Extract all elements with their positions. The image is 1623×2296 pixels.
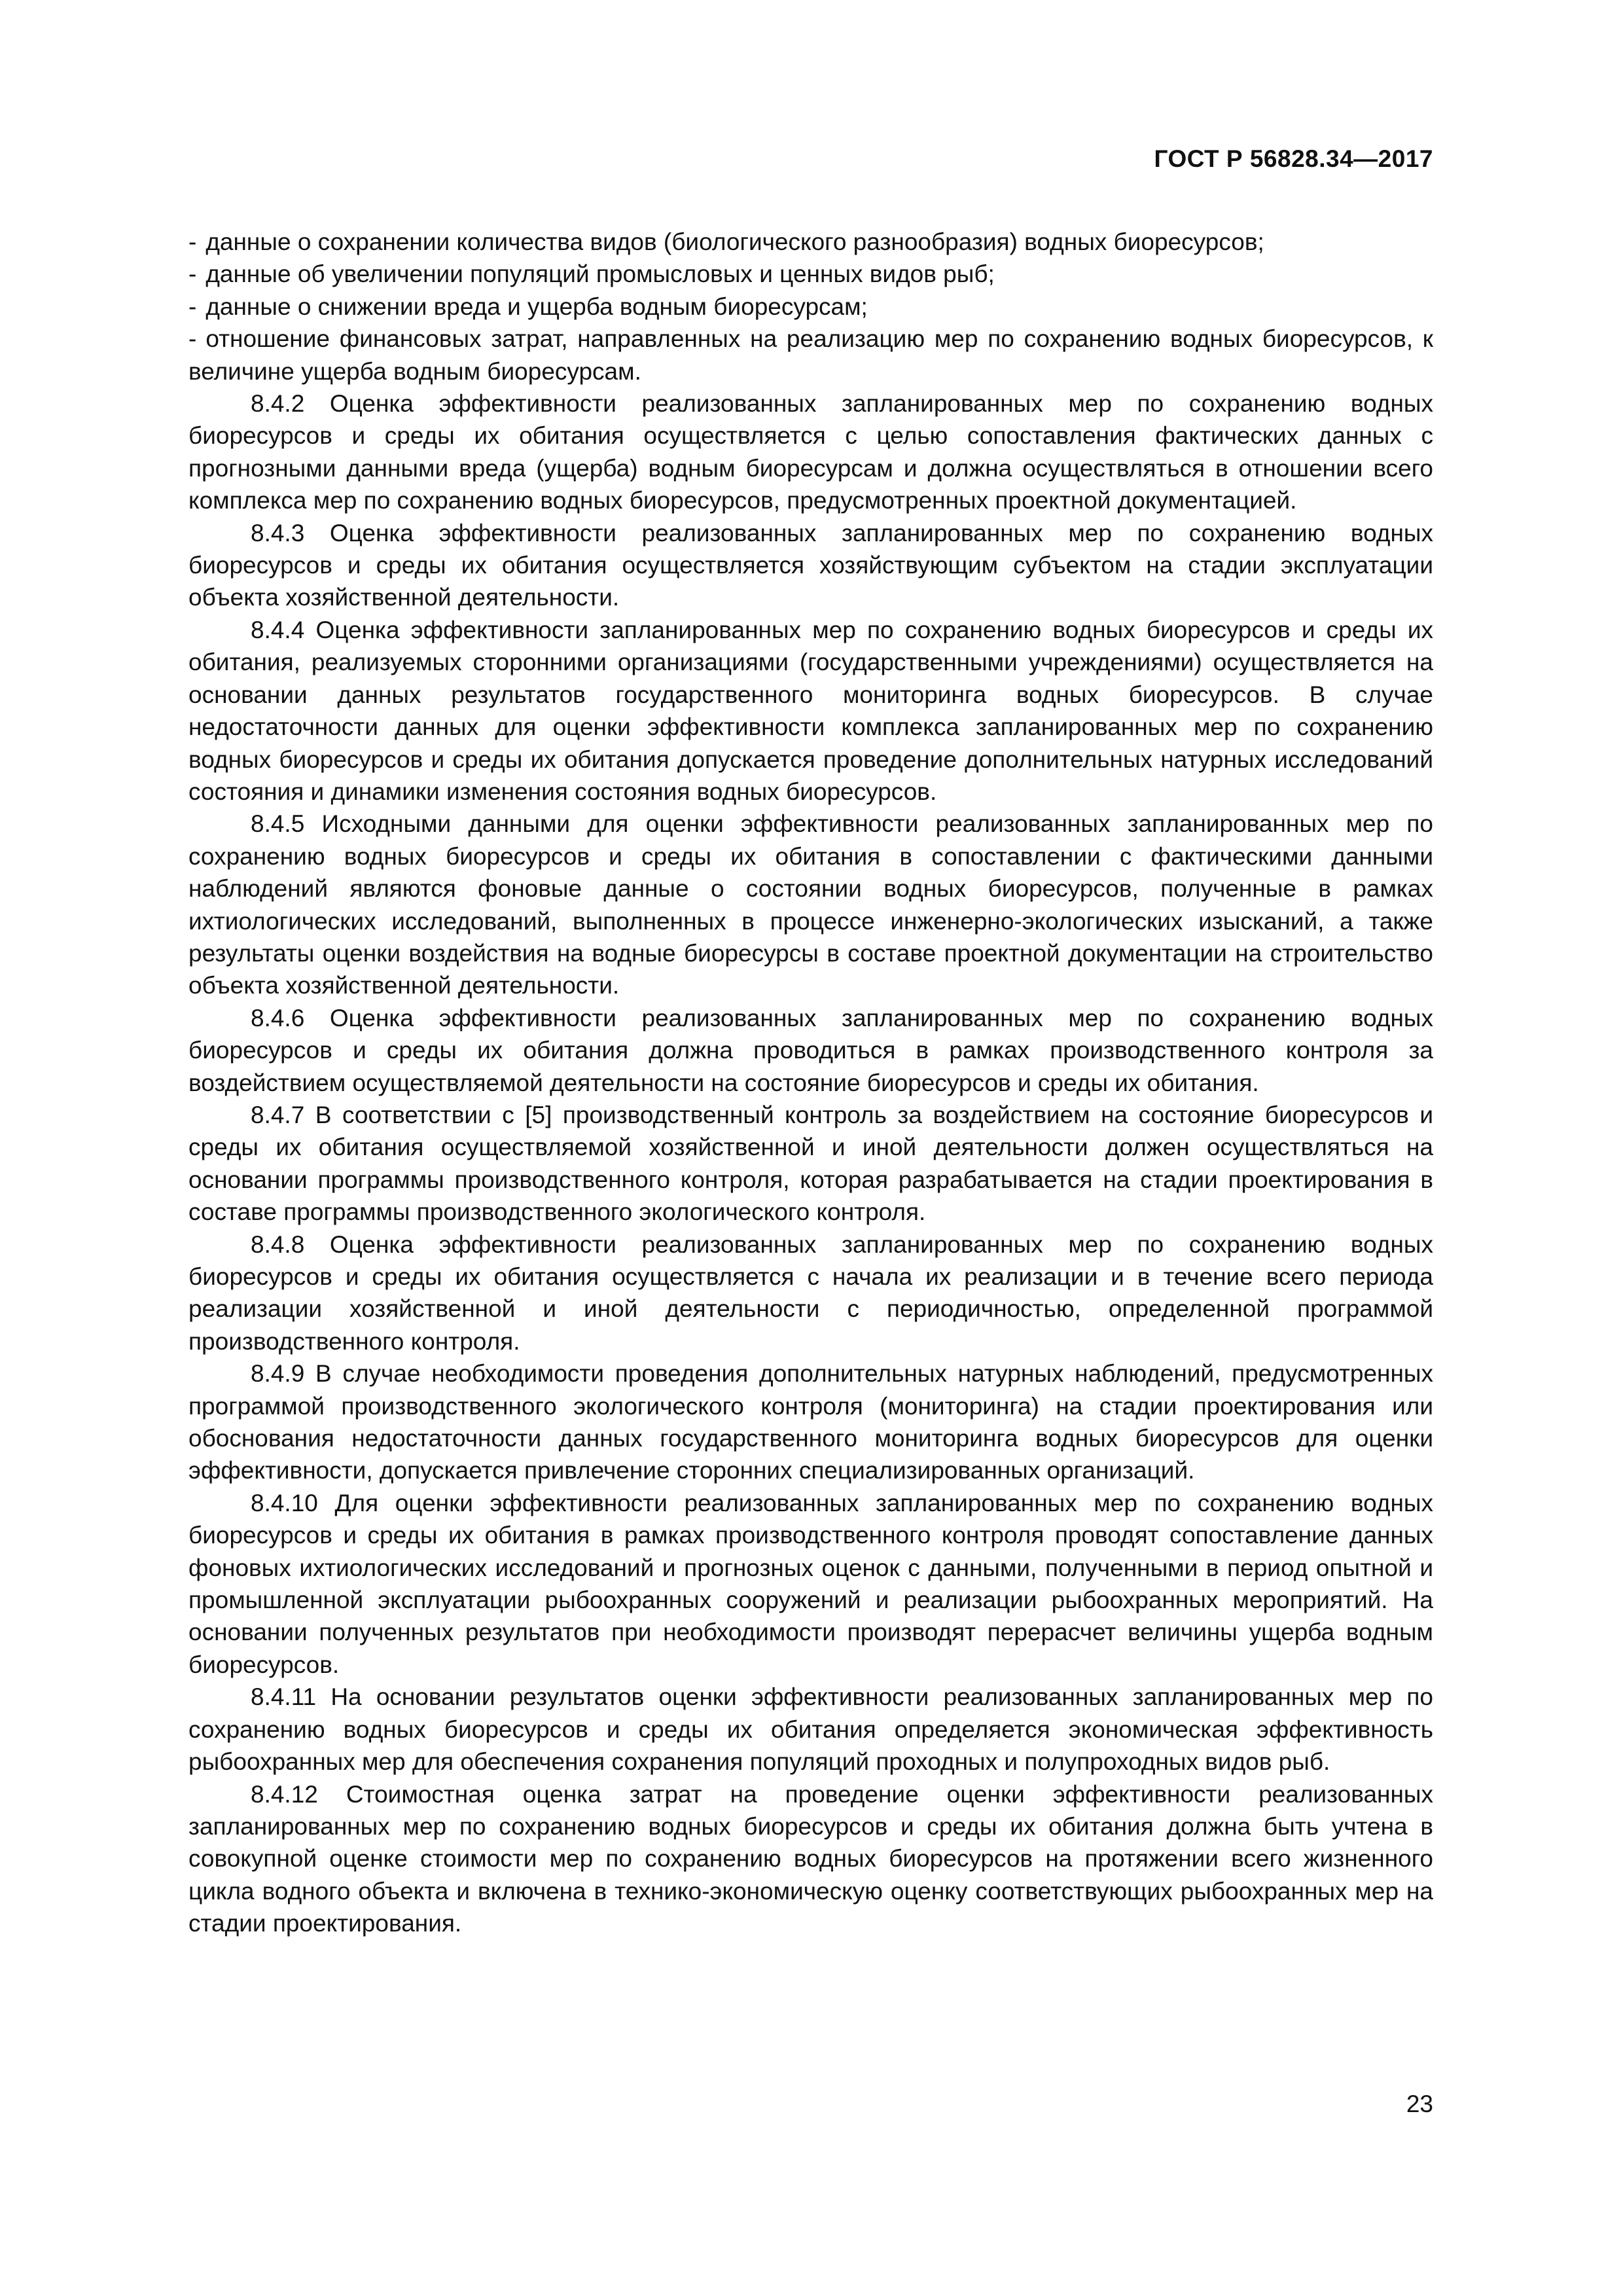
paragraph-8-4-2: 8.4.2 Оценка эффективности реализованных запланированных мер по сохранению водных биоресурсов и среды их обитания осуществляется с целью сопоставления фактических данных с прогнозными данными вреда (ущерба) водным биоресурсам и должна осуществляться в отношении всего комплекса мер по сохранению водных биоресурсов, предусмотренных проектной документацией. <box>188 390 1433 514</box>
paragraph-8-4-11: 8.4.11 На основании результатов оценки эффективности реализованных запланированных мер по сохранению водных биоресурсов и среды их обитания определяется экономическая эффективность рыбоохранных мер для обеспечения сохранения популяций проходных и полупроходных видов рыб. <box>188 1683 1433 1776</box>
list-item <box>188 258 1433 290</box>
list-item <box>188 226 1433 258</box>
list-item-text: данные о сохранении количества видов (биологического разнообразия) водных биоресурсов; <box>205 228 1264 255</box>
paragraph-8-4-3: 8.4.3 Оценка эффективности реализованных запланированных мер по сохранению водных биоресурсов и среды их обитания осуществляется хозяйствующим субъектом на стадии эксплуатации объекта хозяйственной деятельности. <box>188 519 1433 611</box>
list-item <box>188 323 1433 387</box>
list-item <box>188 291 1433 323</box>
paragraph-8-4-7: 8.4.7 В соответствии с [5] производственный контроль за воздействием на состояние биоресурсов и среды их обитания осуществляемой хозяйственной и иной деятельности должен осуществляться на основании программы производственного контроля, которая разрабатывается на стадии проектирования в составе программы производственного экологического контроля. <box>188 1101 1433 1226</box>
list-item-text: данные об увеличении популяций промысловых и ценных видов рыб; <box>205 260 995 288</box>
bullet-list <box>188 226 1433 387</box>
dash-marker: - <box>188 293 197 320</box>
paragraph-8-4-9: 8.4.9 В случае необходимости проведения дополнительных натурных наблюдений, предусмотренных программой производственного экологического контроля (мониторинга) на стадии проектирования или обоснования недостаточности данных государственного мониторинга водных биоресурсов для оценки эффективности, допускается привлечение сторонних специализированных организаций. <box>188 1360 1433 1484</box>
page-number: 23 <box>1406 2090 1433 2117</box>
dash-marker: - <box>188 260 197 288</box>
dash-marker: - <box>188 228 197 255</box>
list-item-text: данные о снижении вреда и ущерба водным биоресурсам; <box>205 293 868 320</box>
paragraph-8-4-6: 8.4.6 Оценка эффективности реализованных запланированных мер по сохранению водных биоресурсов и среды их обитания должна проводиться в рамках производственного контроля за воздействием осуществляемой деятельности на состояние биоресурсов и среды их обитания. <box>188 1004 1433 1096</box>
document-header: ГОСТ Р 56828.34—2017 <box>1154 145 1433 172</box>
dash-marker: - <box>188 325 197 353</box>
paragraph-8-4-8: 8.4.8 Оценка эффективности реализованных запланированных мер по сохранению водных биоресурсов и среды их обитания осуществляется с начала их реализации и в течение всего периода реализации хозяйственной и иной деятельности с периодичностью, определенной программой производственного контроля. <box>188 1230 1433 1355</box>
paragraph-8-4-10: 8.4.10 Для оценки эффективности реализованных запланированных мер по сохранению водных биоресурсов и среды их обитания в рамках производственного контроля проводят сопоставление данных фоновых ихтиологических исследований и прогнозных оценок с данными, полученными в период опытной и промышленной эксплуатации рыбоохранных сооружений и реализации рыбоохранных мероприятий. На основании полученных результатов при необходимости производят перерасчет величины ущерба водным биоресурсов. <box>188 1489 1433 1678</box>
list-item-text: отношение финансовых затрат, направленных на реализацию мер по сохранению водных биоресурсов, к величине ущерба водным биоресурсам. <box>188 325 1433 385</box>
paragraph-8-4-12: 8.4.12 Стоимостная оценка затрат на проведение оценки эффективности реализованных запланированных мер по сохранению водных биоресурсов и среды их обитания должна быть учтена в совокупной оценке стоимости мер по сохранению водных биоресурсов на протяжении всего жизненного цикла водного объекта и включена в технико-экономическую оценку соответствующих рыбоохранных мер на стадии проектирования. <box>188 1780 1433 1937</box>
paragraph-8-4-5: 8.4.5 Исходными данными для оценки эффективности реализованных запланированных мер по сохранению водных биоресурсов и среды их обитания в сопоставлении с фактическими данными наблюдений являются фоновые данные о состоянии водных биоресурсов, полученные в рамках ихтиологических исследований, выполненных в процессе инженерно-экологических изысканий, а также результаты оценки воздействия на водные биоресурсы в составе проектной документации на строительство объекта хозяйственной деятельности. <box>188 810 1433 999</box>
paragraph-8-4-4: 8.4.4 Оценка эффективности запланированных мер по сохранению водных биоресурсов и среды их обитания, реализуемых сторонними организациями (государственными учреждениями) осуществляется на основании данных результатов государственного мониторинга водных биоресурсов. В случае недостаточности данных для оценки эффективности комплекса запланированных мер по сохранению водных биоресурсов и среды их обитания допускается проведение дополнительных натурных исследований состояния и динамики изменения состояния водных биоресурсов. <box>188 616 1433 805</box>
page-content <box>188 226 1433 1940</box>
